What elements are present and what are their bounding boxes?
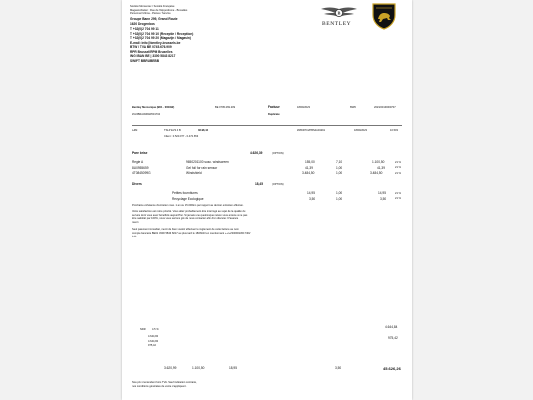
line-price: 41,39 [305, 165, 313, 170]
totals-value: 4.644,84 [148, 335, 159, 338]
line-price: 155,00 [305, 160, 315, 164]
footer-value: 1.100,50 [192, 366, 205, 370]
totals-value: 975,42 [148, 344, 156, 347]
line-price: 3,50 [309, 196, 316, 201]
line-amount: 41,39 [377, 165, 385, 170]
seller-line: RPR Brussel/RPM Bruxelles [130, 49, 173, 54]
seller-line: Groupe Bann 299, Grand Route [130, 17, 178, 21]
seller-line: T +32(0)2 704 99 20 (Magazijn / Magasin) [130, 36, 191, 40]
footer-value: 3,50 [335, 366, 342, 370]
line-quantity: 1,00 [336, 191, 343, 195]
footer-legal: nos conditions générales de vente s'appliquent. [132, 384, 187, 388]
line-price: 14,95 [307, 191, 315, 195]
note-line: compte bancaire BE01 3300 5843 8217 au plus tard le 18/09/23 en mentionnant ++/+23/0000/2017/30/ [132, 231, 251, 235]
totals-right-value: 4.644,84 [385, 325, 398, 329]
note-line: +++ [132, 235, 137, 238]
line-code: 4T0845099G [132, 171, 151, 175]
document-type: Factuur [268, 105, 280, 109]
section-total: 18,45 [255, 182, 263, 186]
line-quantity: 1,00 [336, 196, 343, 201]
section-title: Divers [132, 182, 142, 186]
section-tag: (OPTION) [272, 183, 284, 186]
totals-value: 4.5 % [152, 328, 159, 331]
section-total: 4.626,39 [250, 151, 263, 155]
header-field: 10.503 [390, 129, 398, 132]
line-amount: 14,95 [378, 191, 386, 195]
note-line: Seul paiement immédiat, merci de bien vouloir effectuer le règlement de cette facture au nom [132, 228, 239, 231]
header-field: 18/09/2023 [354, 129, 367, 132]
seller-line: Personnel Ultima - Pièces / Service [130, 12, 171, 15]
seller-line: Société Momentex / Société Française [130, 5, 175, 8]
note-line: service dont vous avez bénéficié aujourd'hui. Si jamais une quelconque raison vous amène à ne pas [132, 213, 248, 217]
line-code: Regie A [132, 160, 144, 164]
totals-label: NDR [140, 328, 146, 331]
line-price: 3.484,50 [302, 171, 315, 175]
lamborghini-shield-icon [372, 3, 396, 30]
totals-value: 4.644,84 [148, 339, 159, 343]
line-amount: 3,50 [380, 196, 387, 201]
vehicle-label: Bentley Mercurique (B01 - 000492) [132, 106, 175, 109]
seller-line: SWIFT BBRUBEBB [130, 58, 160, 63]
footer-value: 18,95 [229, 366, 237, 370]
line-quantity: 7,10 [336, 160, 343, 164]
note-line: Votre satisfaction est notre priorité. Vous allez probablement être interrogé au sujet de la qualité du [132, 210, 246, 213]
line-vat: 21 % [395, 171, 401, 175]
bentley-wings-icon [320, 5, 358, 21]
lamborghini-logo [372, 3, 396, 30]
reference: 8905 [350, 106, 356, 109]
line-quantity: 1,00 [336, 171, 343, 175]
seller-line: Magasin/Atelier : Rue de l'Hippodrome - Bruxelles [130, 8, 188, 12]
header-field: 36.98,44 [198, 129, 209, 132]
line-vat: 21 % [395, 197, 401, 200]
seller-line: BTW / TVA BE 0745.676.909 [130, 45, 172, 49]
line-description: Petites fournitures [172, 191, 198, 195]
line-vat: 21 % [395, 166, 401, 169]
note-line: Prochaine échéance d'entretien max. 1 an ou 15.000km par rapport au dernier entretien effectué. [132, 204, 244, 207]
seller-line: T +32(0)2 704 99 11 [130, 27, 159, 31]
header-field: TSLP EV3 4 B [164, 129, 181, 132]
bentley-logo [320, 5, 358, 29]
section-tag: (OPTION) [272, 152, 284, 155]
header-field: ZRWR7C2PBS4A04291 [297, 129, 326, 132]
footer-legal: Nos prix s'entendent hors TVA. Sauf indication contraire, [132, 381, 197, 384]
section-title: Pare brise [132, 151, 148, 155]
vehicle-vat: BE 0795.269.209 [215, 106, 236, 109]
line-description: Recyclage Ecologique [172, 196, 204, 201]
line-code: 8U0955659 [132, 165, 149, 170]
line-amount: 1.100,50 [372, 160, 385, 164]
document-date: 18/09/2023 [297, 106, 310, 109]
line-quantity: 1,00 [336, 165, 343, 170]
header-field: L&M [132, 129, 138, 132]
note-line: être satisfait par 100%, nous vous serions gré de nous contacter afin d'en discuter. D'avance [132, 217, 239, 220]
client-ref: Client : 0.520.077 - 0.472.653 [164, 135, 199, 138]
seller-line: ING IBAN BE | 3300 5843 8217 [130, 54, 176, 58]
seller-line: T +32(0)2 704 99 10 (Receptie / Reception) [130, 31, 194, 36]
document-number: 2023/2019/000707 [374, 106, 396, 109]
line-description: Windshield [186, 171, 202, 175]
copy-label: Duplicate [268, 113, 280, 116]
line-vat: 21 % [395, 191, 401, 195]
seller-line: 1620 Drogenbos [130, 21, 155, 26]
bentley-wordmark: BENTLEY [322, 21, 352, 27]
line-vat: 21 % [395, 160, 401, 164]
totals-right-value: 975,42 [388, 336, 398, 340]
line-description: Gel foil for rain sensor [186, 165, 218, 170]
footer-value: 3.620,99 [164, 366, 177, 370]
line-amount: 3.484,50 [370, 171, 383, 175]
chassis-number: ZGOBRA49PAW001704 [132, 113, 161, 116]
svg-text:B: B [337, 10, 341, 16]
line-description: 9650201100 susc. windscreen [186, 160, 229, 164]
seller-line: E-mail: info@bentley-brussels.be [130, 40, 181, 45]
invoice-page [122, 0, 412, 400]
note-line: merci. [132, 220, 140, 224]
grand-total: 45.626,26 [383, 365, 401, 371]
